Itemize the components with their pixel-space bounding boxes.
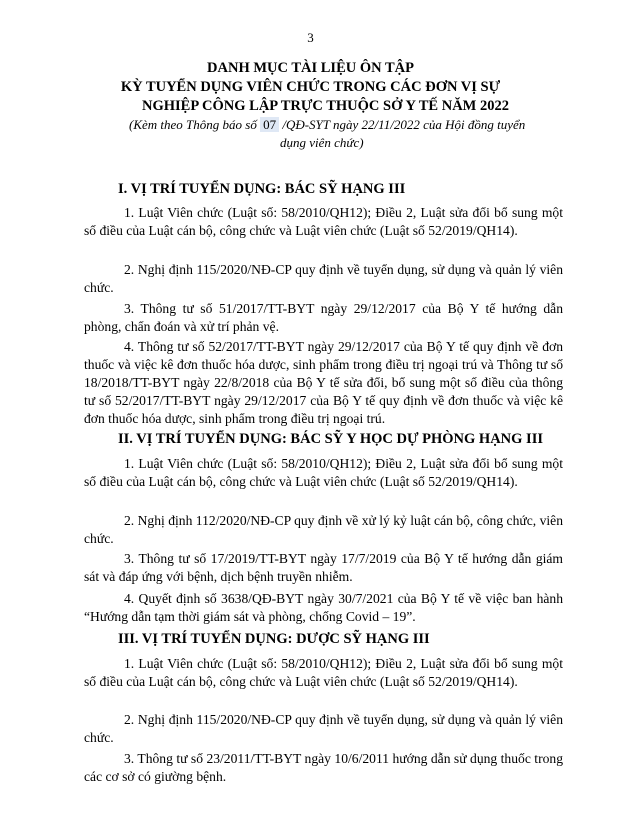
list-item: 1. Luật Viên chức (Luật số: 58/2010/QH12); Điều 2, Luật sửa đổi bổ sung một số điều của Luật cán bộ, công chức và Luật viên chức (Luật số 52/2019/QH14). [84, 656, 563, 689]
list-item: 4. Quyết định số 3638/QĐ-BYT ngày 30/7/2021 của Bộ Y tế về việc ban hành “Hướng dẫn tạm thời giám sát và phòng, chống Covid – 19”. [84, 591, 563, 624]
doc-subtitle-part-b: /QĐ-SYT ngày 22/11/2022 của Hội đồng tuyển [282, 117, 526, 132]
list-item: 2. Nghị định 115/2020/NĐ-CP quy định về tuyển dụng, sử dụng và quản lý viên chức. [84, 262, 563, 295]
list-item: 3. Thông tư số 23/2011/TT-BYT ngày 10/6/2011 hướng dẫn sử dụng thuốc trong các cơ sở có giường bệnh. [84, 751, 563, 784]
doc-subtitle-line2: dụng viên chức) [280, 135, 364, 150]
page-number: 3 [307, 30, 314, 45]
list-item: 4. Thông tư số 52/2017/TT-BYT ngày 29/12/2017 của Bộ Y tế quy định về đơn thuốc và việc kê đơn thuốc hóa dược, sinh phẩm trong điều trị ngoại trú và Thông tư số 18/2018/TT-BYT ngày 22/8/2018 của Bộ Y tế sửa đổi, bổ sung một số điều của thông tư số 52/2017/TT-BYT ngày 29/12/2017 của Bộ Y tế quy định về đơn thuốc và việc kê đơn thuốc hóa dược, sinh phẩm trong điều trị ngoại trú. [84, 339, 563, 426]
doc-subtitle [129, 117, 525, 133]
section-heading-2: II. VỊ TRÍ TUYỂN DỤNG: BÁC SỸ Y HỌC DỰ PHÒNG HẠNG III [118, 431, 543, 447]
list-item: 1. Luật Viên chức (Luật số: 58/2010/QH12); Điều 2, Luật sửa đổi bổ sung một số điều của Luật cán bộ, công chức và Luật viên chức (Luật số 52/2019/QH14). [84, 456, 563, 489]
list-item: 3. Thông tư số 17/2019/TT-BYT ngày 17/7/2019 của Bộ Y tế hướng dẫn giám sát và đáp ứng với bệnh, dịch bệnh truyền nhiễm. [84, 551, 563, 584]
section-heading-1: I. VỊ TRÍ TUYỂN DỤNG: BÁC SỸ HẠNG III [118, 181, 406, 197]
doc-subtitle-part-a: (Kèm theo Thông báo số [129, 117, 257, 132]
doc-title-line2: KỲ TUYỂN DỤNG VIÊN CHỨC TRONG CÁC ĐƠN VỊ SỰ [120, 79, 501, 95]
list-item: 2. Nghị định 112/2020/NĐ-CP quy định về xử lý kỷ luật cán bộ, công chức, viên chức. [84, 513, 563, 546]
doc-title-line1: DANH MỤC TÀI LIỆU ÔN TẬP [207, 60, 414, 76]
list-item: 3. Thông tư số 51/2017/TT-BYT ngày 29/12/2017 của Bộ Y tế hướng dẫn phòng, chẩn đoán và xử trí phản vệ. [84, 301, 563, 334]
notice-number: 07 [260, 117, 279, 132]
doc-title-line3: NGHIỆP CÔNG LẬP TRỰC THUỘC SỞ Y TẾ NĂM 2022 [142, 98, 509, 114]
list-item: 2. Nghị định 115/2020/NĐ-CP quy định về tuyển dụng, sử dụng và quản lý viên chức. [84, 712, 563, 745]
section-heading-3: III. VỊ TRÍ TUYỂN DỤNG: DƯỢC SỸ HẠNG III [118, 631, 430, 647]
list-item: 1. Luật Viên chức (Luật số: 58/2010/QH12); Điều 2, Luật sửa đổi bổ sung một số điều của Luật cán bộ, công chức và Luật viên chức (Luật số 52/2019/QH14). [84, 205, 563, 238]
